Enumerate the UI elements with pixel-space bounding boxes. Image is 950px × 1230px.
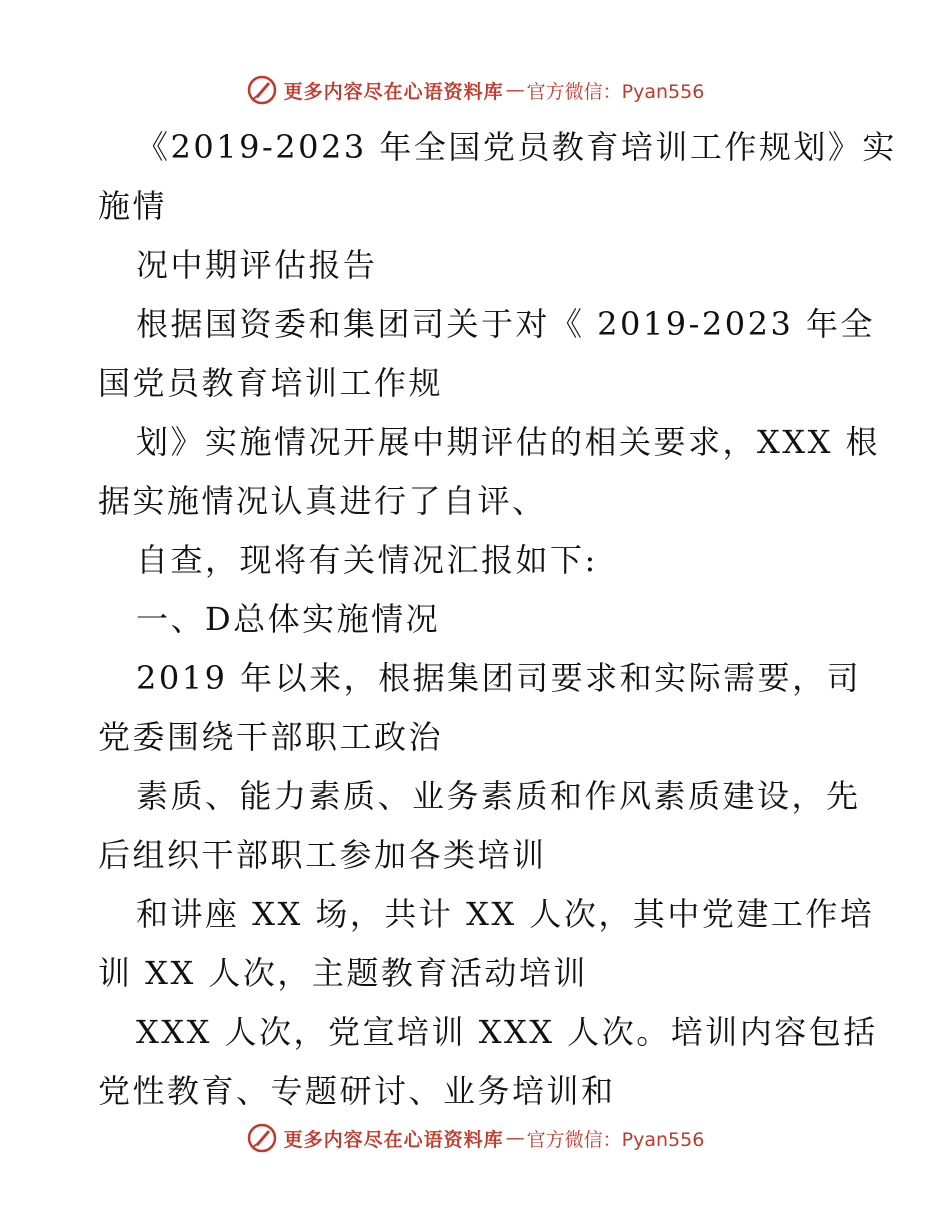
feather-logo-icon [246,74,278,106]
watermark-wechat-text: 官方微信：Pyan556 [526,1128,705,1151]
document-line: 和讲座 XX 场，共计 XX 人次，其中党建工作培 [136,895,875,933]
document-line: 党性教育、专题研讨、业务培训和 [98,1072,616,1110]
document-line: 党委围绕干部职工政治 [98,718,444,756]
document-line: 自查，现将有关情况汇报如下: [136,541,598,579]
watermark-separator: — [505,1127,525,1149]
document-line: 后组织干部职工参加各类培训 [98,836,547,874]
feather-logo-icon [246,1122,278,1154]
document-line: 一、D总体实施情况 [136,600,441,638]
watermark-main-text: 更多内容尽在心语资料库 [283,80,504,103]
document-line: 国党员教育培训工作规 [98,364,444,402]
document-line: 据实施情况认真进行了自评、 [98,482,547,520]
document-line: 训 XX 人次，主题教育活动培训 [98,954,588,992]
document-line: 素质、能力素质、业务素质和作风素质建设，先 [136,777,861,815]
header-watermark [0,70,950,110]
document-line: 《2019-2023 年全国党员教育培训工作规划》实 [136,128,897,166]
document-line: 施情 [98,187,168,225]
document-body [98,118,897,1121]
document-line: 2019 年以来，根据集团司要求和实际需要，司 [136,659,862,697]
footer-watermark [0,1118,950,1158]
watermark-separator: — [505,79,525,101]
watermark-wechat-text: 官方微信：Pyan556 [526,80,705,103]
document-line: 根据国资委和集团司关于对《 2019-2023 年全 [136,305,876,343]
document-line: 划》实施情况开展中期评估的相关要求，XXX 根 [136,423,881,461]
watermark-main-text: 更多内容尽在心语资料库 [283,1128,504,1151]
document-line: 况中期评估报告 [136,246,378,284]
document-line: XXX 人次，党宣培训 XXX 人次。培训内容包括 [136,1013,878,1051]
